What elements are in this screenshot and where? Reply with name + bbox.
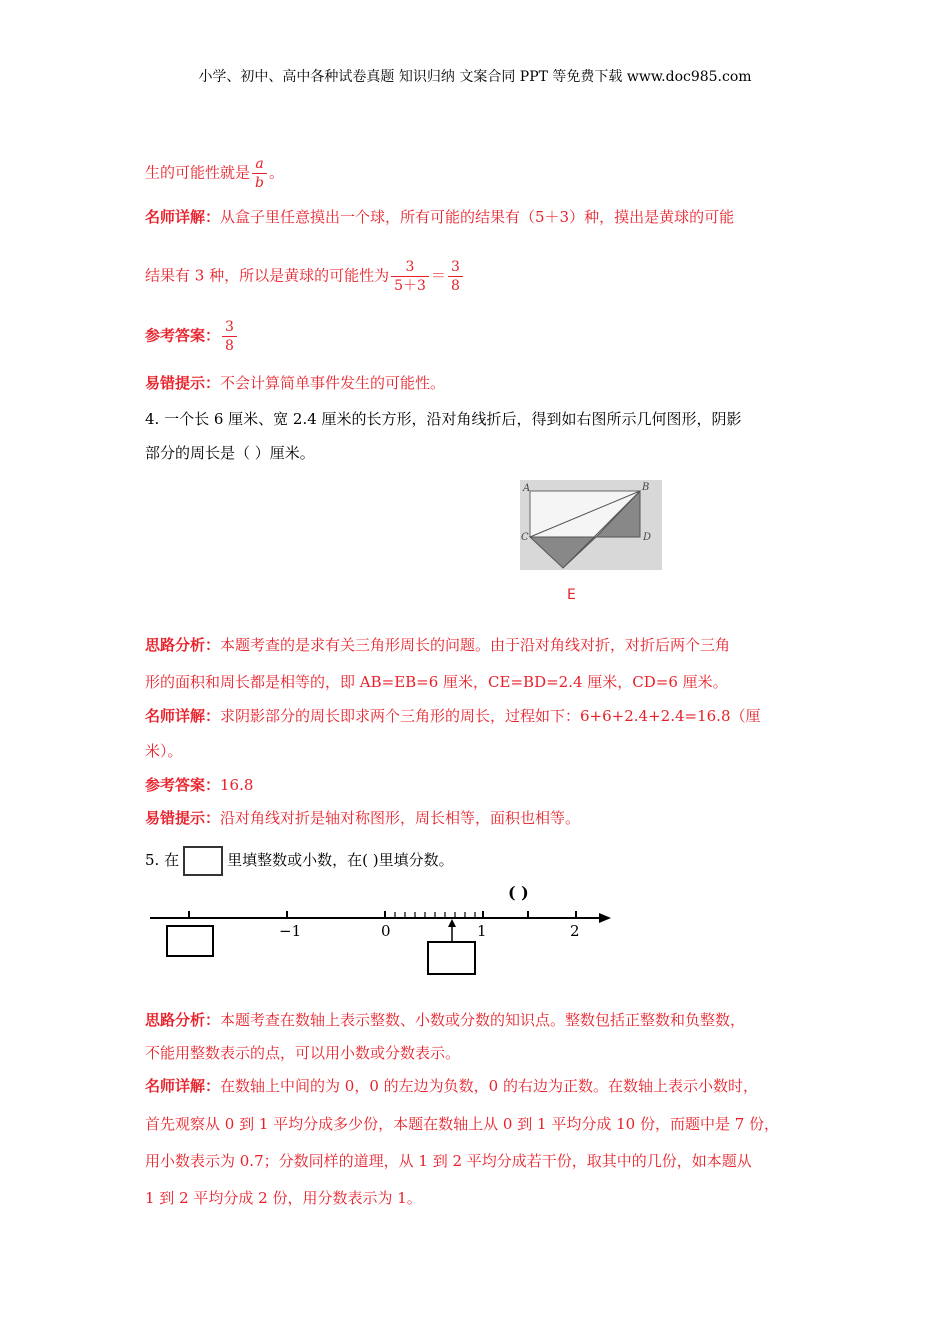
prev-answer-line: 生的可能性就是 $\frac{a}{b}$ 。 <box>145 156 284 191</box>
answer-label: 参考答案： <box>145 776 221 794</box>
q4-line-1: 4. 一个长 6 厘米、宽 2.4 厘米的长方形，沿对角线折后，得到如右图所示几何图形，阴影 <box>145 410 742 428</box>
tip-line-q4: 易错提示：沿对角线对折是轴对称图形，周长相等，面积也相等。 <box>145 809 581 827</box>
detail-q4-line-1: 名师详解：求阴影部分的周长即求两个三角形的周长，过程如下：6+6+2.4+2.4=16.8（厘 <box>145 707 761 725</box>
line-text: 生的可能性就是 <box>145 163 251 182</box>
tip-label: 易错提示： <box>145 809 221 827</box>
q5-line: 5. 在 里填整数或小数，在( )里填分数。 <box>145 845 825 876</box>
label-2: 2 <box>570 922 580 940</box>
label-c: C <box>521 532 529 543</box>
answer-line-q4: 参考答案：16.8 <box>145 776 254 794</box>
label-d: D <box>643 532 652 543</box>
detail-q5-line-4: 1 到 2 平均分成 2 份，用分数表示为 1。 <box>145 1189 422 1207</box>
fraction-3-over-5plus3: $\frac{3}{5+3}$ <box>391 258 429 295</box>
detail-line-2: 结果有 3 种，所以是黄球的可能性为 $\frac{3}{5+3}$ ＝ $\frac{3}{8}$ <box>145 258 825 295</box>
page-header: 小学、初中、高中各种试卷真题 知识归纳 文案合同 PPT 等免费下载 www.doc985.com <box>198 69 752 85</box>
detail-line-1: 名师详解：从盒子里任意摸出一个球，所有可能的结果有（5＋3）种，摸出是黄球的可能 <box>145 208 735 226</box>
analysis-q5-line-2: 不能用整数表示的点，可以用小数或分数表示。 <box>145 1044 461 1062</box>
q4-line-2: 部分的周长是（ ）厘米。 <box>145 444 315 462</box>
detail-label: 名师详解： <box>145 707 221 725</box>
label-b: B <box>642 482 650 493</box>
analysis-q4-line-1: 思路分析：本题考查的是求有关三角形周长的问题。由于沿对角线对折，对折后两个三角 <box>145 636 731 654</box>
analysis-q5-line-1: 思路分析：本题考查在数轴上表示整数、小数或分数的知识点。整数包括正整数和负整数， <box>145 1011 746 1029</box>
analysis-label: 思路分析： <box>145 636 221 654</box>
detail-label: 名师详解： <box>145 208 221 226</box>
label-minus-1: −1 <box>279 922 302 940</box>
box-0-7 <box>428 942 475 974</box>
folded-rectangle-figure <box>518 478 664 606</box>
number-line-figure <box>145 878 625 978</box>
answer-line-q3 <box>145 318 825 355</box>
label-1: 1 <box>477 922 487 940</box>
axis-arrow <box>599 913 611 923</box>
fraction-3-over-8: $\frac{3}{8}$ <box>448 258 463 295</box>
detail-q5-line-3: 用小数表示为 0.7；分数同样的道理，从 1 到 2 平均分成若干份，取其中的几份，如本题从 <box>145 1152 752 1170</box>
detail-label: 名师详解： <box>145 1077 221 1095</box>
label-0: 0 <box>381 922 391 940</box>
answer-fraction: $\frac{3}{8}$ <box>222 318 237 355</box>
detail-q4-line-2: 米）。 <box>145 742 183 760</box>
label-a: A <box>523 483 531 494</box>
answer-label: 参考答案： <box>145 326 221 345</box>
tip-line-q3: 易错提示：不会计算简单事件发生的可能性。 <box>145 374 446 392</box>
pointer-arrow-head <box>448 919 456 927</box>
analysis-q4-line-2: 形的面积和周长都是相等的，即 AB=EB=6 厘米，CE=BD=2.4 厘米，CD=6 厘米。 <box>145 673 728 691</box>
detail-q5-line-2: 首先观察从 0 到 1 平均分成多少份，本题在数轴上从 0 到 1 平均分成 10 份，而题中是 7 份， <box>145 1115 780 1133</box>
box-minus-2 <box>167 926 213 956</box>
fraction-a-b: $\frac{a}{b}$ <box>252 155 267 192</box>
analysis-label: 思路分析： <box>145 1011 221 1029</box>
detail-q5-line-1: 名师详解：在数轴上中间的为 0，0 的左边为负数，0 的右边为正数。在数轴上表示小数时， <box>145 1077 758 1095</box>
answer-box <box>183 846 223 876</box>
label-e: E <box>567 587 576 603</box>
fraction-paren-blank: ( ) <box>508 883 529 902</box>
tip-label: 易错提示： <box>145 374 221 392</box>
